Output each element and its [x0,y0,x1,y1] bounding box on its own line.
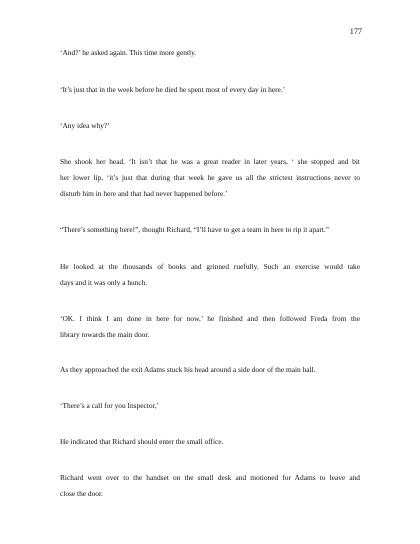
paragraph-line: He looked at the thousands of books and grinned ruefully. Such an exercise would take [60,262,360,271]
paragraph-3 [60,118,360,134]
paragraph-9 [60,398,360,414]
paragraph-10 [60,434,360,450]
paragraph-line: disturb him in here and that had never happened before.’ [60,189,228,198]
paragraph-line: ‘Any idea why?’ [60,121,110,130]
paragraph-1 [60,45,360,61]
paragraph-4 [60,154,360,202]
paragraph-11 [60,470,360,502]
paragraph-line: close the door. [60,489,103,498]
paragraph-line: She shook her head. ‘It isn’t that he was a great reader in later years, ‘ she stopped and bit [60,157,360,166]
paragraph-line: “There’s something here!”, thought Richard, “I’ll have to get a team in here to rip it apart.” [60,225,330,234]
paragraph-line: her lower lip, ‘it’s just that during that week he gave us all the strictest instructions never to [60,173,360,182]
paragraph-line: ‘It’s just that in the week before he died he spent most of every day in here.’ [60,85,286,94]
paragraph-2 [60,82,360,98]
paragraph-7 [60,311,360,343]
paragraph-5 [60,222,360,238]
paragraph-line: library towards the main door. [60,330,150,339]
paragraph-line: ‘And?’ he asked again. This time more gently. [60,48,197,57]
paragraph-line: As they approached the exit Adams stuck his head around a side door of the main hall. [60,365,316,374]
paragraph-line: Richard went over to the handset on the small desk and motioned for Adams to leave and [60,473,360,482]
paragraph-8 [60,362,360,378]
paragraph-6 [60,259,360,291]
paragraph-line: days and it was only a hunch. [60,278,148,287]
paragraph-line: ‘OK. I think I am done in here for now,’ he finished and then followed Freda from the [60,314,360,323]
paragraph-line: He indicated that Richard should enter the small office. [60,437,224,446]
paragraph-line: ‘There’s a call for you Inspector,’ [60,401,160,410]
page-number: 177 [349,27,362,36]
